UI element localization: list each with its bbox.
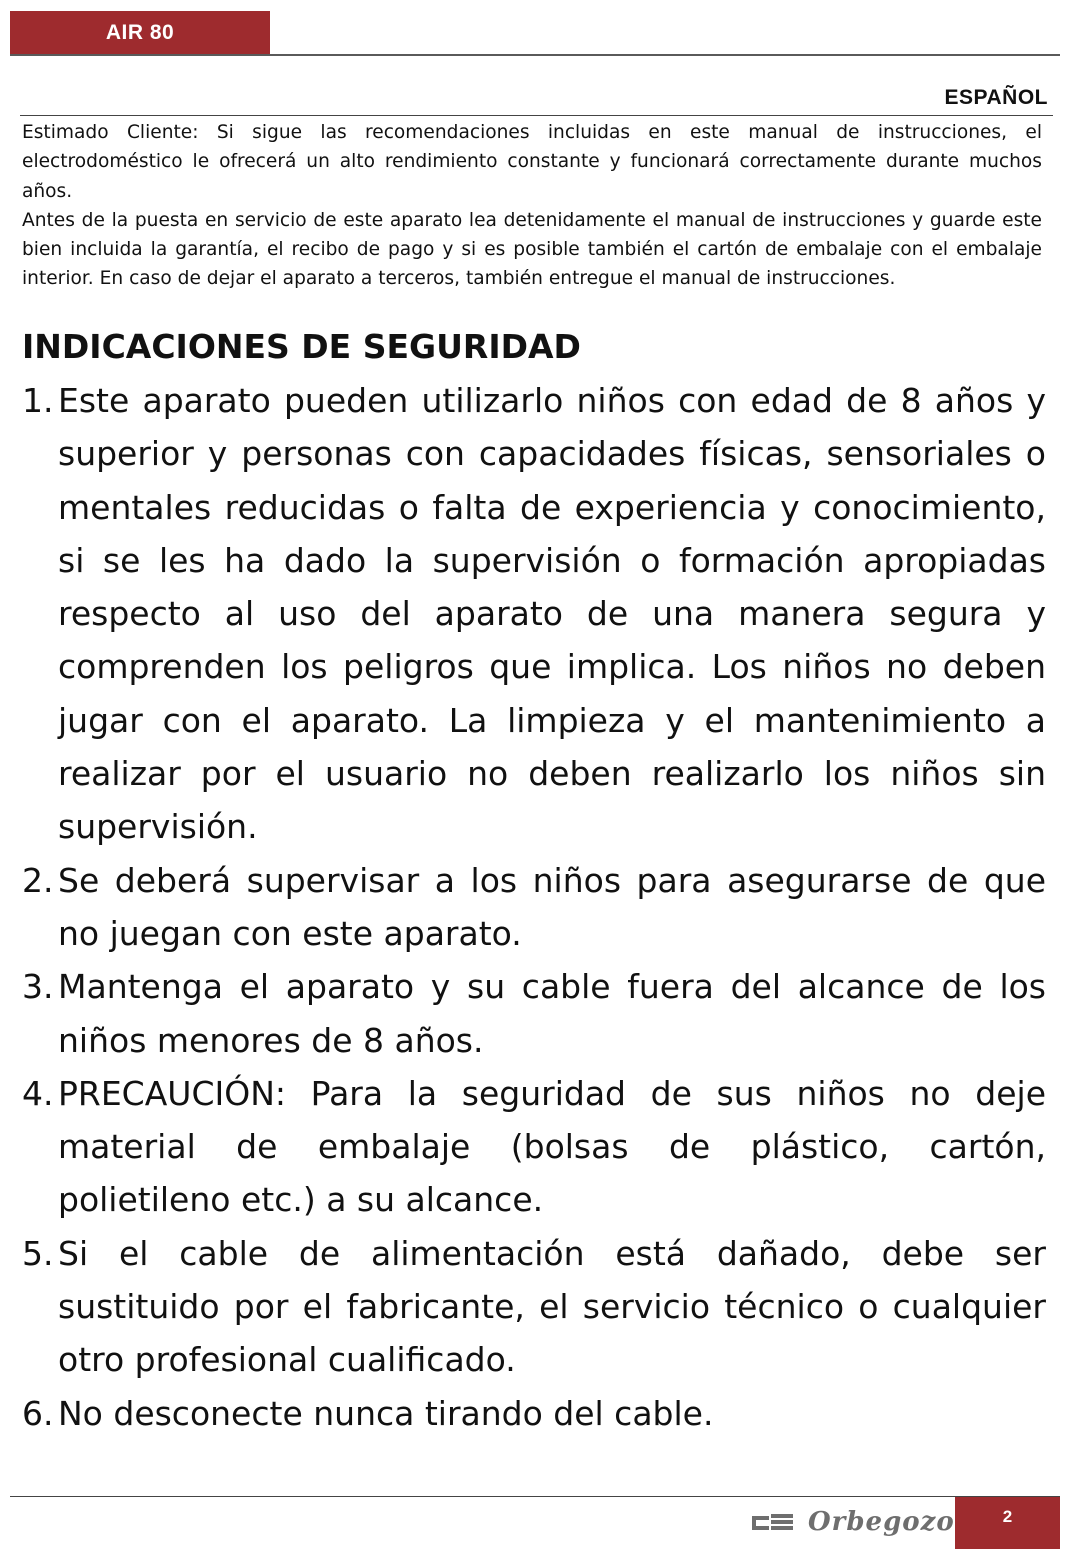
brand-name: Orbegozo — [808, 1507, 955, 1537]
item-text: Mantenga el aparato y su cable fuera del alcance de los niños menores de 8 años. — [58, 967, 1046, 1060]
item-number: 2. — [22, 860, 54, 900]
item-number: 3. — [22, 967, 54, 1007]
item-text: PRECAUCIÓN: Para la seguridad de sus niños no deje material de embalaje (bolsas de plástico, cartón, polietileno etc.) a su alcance. — [58, 1073, 1046, 1220]
item-number: 1. — [22, 381, 54, 420]
list-item — [22, 1387, 1046, 1440]
item-number: 4. — [22, 1073, 54, 1113]
list-item — [22, 1227, 1046, 1387]
list-item — [22, 960, 1046, 1067]
intro-paragraph-2: Antes de la puesta en servicio de este aparato lea detenidamente el manual de instrucciones y guarde este bien incluida la garantía, el recibo de pago y si es posible también el cartón de embalaje con el embalaje interior. En caso de dejar el aparato a terceros, también entregue el manual de instrucciones. — [22, 209, 1042, 290]
intro-text — [22, 118, 1042, 294]
list-item — [22, 374, 1046, 854]
model-name: AIR 80 — [105, 21, 175, 44]
model-header-tab — [10, 11, 270, 55]
item-number: 5. — [22, 1233, 54, 1273]
footer-divider — [10, 1496, 1060, 1497]
page-number-tab — [955, 1497, 1060, 1549]
brand-logo-icon — [752, 1510, 794, 1534]
item-text: Si el cable de alimentación está dañado, debe ser sustituido por el fabricante, el servicio técnico o cualquier otro profesional cualificado. — [58, 1233, 1046, 1380]
item-text: Este aparato pueden utilizarlo niños con edad de 8 años y superior y personas con capacidades físicas, sensoriales o mentales reducidas o falta de experiencia y conocimiento, si se les ha dado la supervisión o formación apropiadas respecto al uso del aparato de una manera segura y comprenden los peligros que implica. Los niños no deben jugar con el aparato. La limpieza y el mantenimiento a realizar por el usuario no deben realizarlo los niños sin supervisión. — [58, 381, 1046, 847]
page-number: 2 — [1002, 1507, 1013, 1526]
language-label: ESPAÑOL — [944, 86, 1048, 109]
header-divider — [10, 54, 1060, 56]
intro-paragraph-1: Estimado Cliente: Si sigue las recomendaciones incluidas en este manual de instrucciones, el electrodoméstico le ofrecerá un alto rendimiento constante y funcionará correctamente durante muchos años. — [22, 122, 1042, 202]
item-number: 6. — [22, 1393, 54, 1433]
item-text: Se deberá supervisar a los niños para asegurarse de que no juegan con este aparato. — [58, 860, 1046, 953]
list-item — [22, 1067, 1046, 1227]
language-divider — [20, 115, 1053, 116]
list-item — [22, 854, 1046, 961]
item-text: No desconecte nunca tirando del cable. — [58, 1393, 714, 1433]
brand-logo — [752, 1502, 955, 1542]
safety-section-title: INDICACIONES DE SEGURIDAD — [22, 327, 581, 366]
safety-instructions-list — [22, 374, 1046, 1440]
